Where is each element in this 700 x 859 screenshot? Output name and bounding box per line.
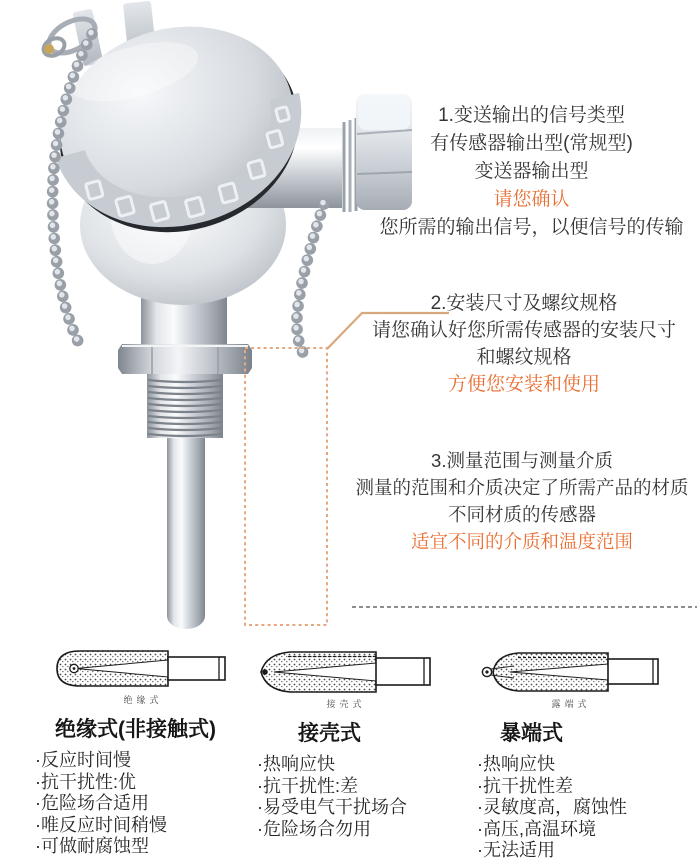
grounded-junction-diagram <box>258 648 434 696</box>
annotation-line: 您所需的输出信号，以便信号的传输 <box>379 217 684 238</box>
bullet-item: ·危险场合适用 <box>35 793 149 813</box>
annotation-line: 变送器输出型 <box>474 161 589 182</box>
diagram-caption: 接壳式 <box>326 699 366 709</box>
annotation-line: 请您确认好您所需传感器的安装尺寸 <box>371 320 676 341</box>
dashed-highlight-box <box>245 348 327 625</box>
probe-type-bullet-list <box>252 754 474 840</box>
annotation-title: 1.变送输出的信号类型 <box>438 105 625 126</box>
probe-type-bullet-list <box>30 750 253 858</box>
annotation-block-3 <box>344 447 700 555</box>
annotation-line: 有传感器输出型(常规型) <box>430 133 633 154</box>
bullet-item: ·反应时间慢 <box>35 750 131 770</box>
probe-type-column-insulated <box>30 648 253 858</box>
bullet-item: ·热响应快 <box>257 754 335 774</box>
bullet-item: ·危险场合勿用 <box>257 818 371 839</box>
annotation-line: 不同材质的传感器 <box>447 504 596 525</box>
exposed-junction-diagram <box>480 648 662 696</box>
bullet-item: ·抗干扰性:差 <box>257 775 358 796</box>
bullet-item: ·抗干扰性差 <box>477 775 573 796</box>
annotation-block-2 <box>348 290 700 398</box>
bullet-item: ·灵敏度高，腐蚀性 <box>477 797 627 817</box>
bullet-item: ·无法适用 <box>477 840 555 859</box>
insulated-junction-diagram <box>54 648 232 692</box>
diagram-caption: 绝缘式 <box>123 695 163 705</box>
annotation-highlight: 适宜不同的介质和温度范围 <box>410 531 633 552</box>
probe-type-column-grounded <box>252 648 474 840</box>
probe-sheath <box>167 438 205 629</box>
annotation-line: 和螺纹规格 <box>476 347 572 368</box>
probe-type-title: 接壳式 <box>298 722 361 745</box>
threaded-fitting <box>147 374 223 438</box>
ball-chain-right <box>296 203 324 357</box>
annotation-highlight: 请您确认 <box>493 189 570 210</box>
hex-nut <box>118 344 252 374</box>
annotation-highlight: 方便您安装和使用 <box>447 374 600 395</box>
probe-type-bullet-list <box>472 754 700 859</box>
diagram-caption: 露端式 <box>551 699 591 709</box>
bullet-item: ·易受电气干扰场合 <box>257 797 407 817</box>
bullet-item: ·热响应快 <box>477 754 555 774</box>
annotation-line: 测量的范围和介质决定了所需产品的材质 <box>355 477 689 498</box>
annotation-title: 2.安装尺寸及螺纹规格 <box>430 293 618 314</box>
probe-type-column-exposed <box>472 648 700 859</box>
probe-type-title: 绝缘式(非接触式) <box>55 718 216 741</box>
bullet-item: ·可做耐腐蚀型 <box>35 836 149 856</box>
annotation-title: 3.测量范围与测量介质 <box>431 450 613 471</box>
bullet-item: ·高压,高温环境 <box>477 818 596 839</box>
bullet-item: ·抗干扰性:优 <box>35 771 136 792</box>
probe-type-title: 暴端式 <box>500 722 563 745</box>
annotation-block-1 <box>363 102 700 242</box>
bullet-item: ·唯反应时间稍慢 <box>35 814 167 835</box>
